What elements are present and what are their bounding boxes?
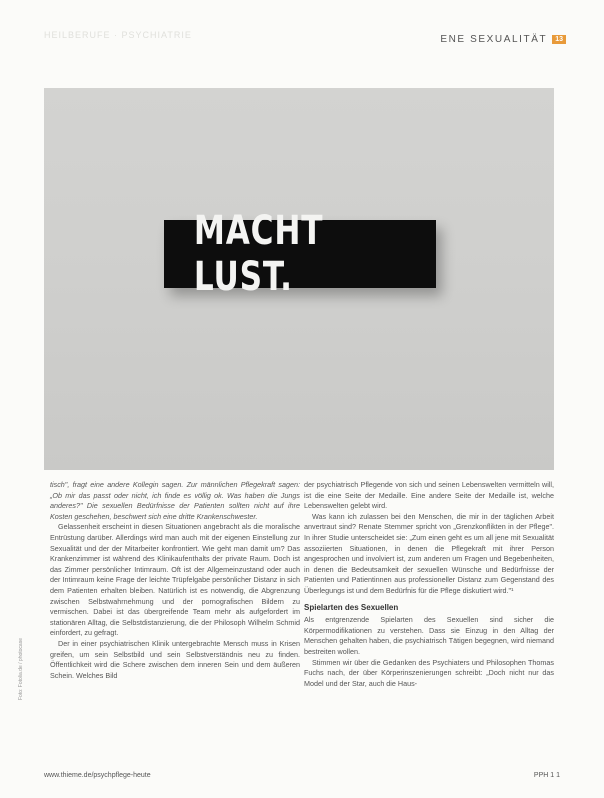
photo-macht-lust (44, 88, 554, 470)
paragraph: der psychiatrisch Pflegende von sich und seinen Lebenswelten vermitteln will, ist die eine Seite der Medaille. Eine andere Seite der Medaille ist, welche Lebenswelten gelebt wird. (304, 480, 554, 511)
header-faint-text: HEILBERUFE · PSYCHIATRIE (44, 30, 192, 40)
footer-url: www.thieme.de/psychpflege-heute (44, 772, 151, 779)
sign-plaque (164, 208, 436, 300)
photo-credit: Foto: Fotolia.de / photocase (18, 638, 24, 700)
page-number: PPH 1 1 (533, 772, 560, 779)
left-column (50, 480, 300, 681)
paragraph: Der in einer psychiatrischen Klinik untergebrachte Mensch muss in Krisen greifen, um sein Selbstbild und sein Selbstverständnis neu zu finden. Öffentlichkeit wird die Schere zwischen dem inneren Sein und dem äußeren Schein. Welches Bild (50, 638, 300, 680)
right-column (304, 480, 554, 689)
section-badge: 13 (552, 35, 566, 44)
section-title: ENE SEXUALITÄT (440, 34, 548, 45)
paragraph: tisch", fragt eine andere Kollegin sagen. Zur männlichen Pflegekraft sagen: „Ob mir das passt oder nicht, ich finde es völlig ok. Was haben die Jungs anderes?" Die sexuellen Bedürfnisse der Patienten sollten nicht auf ihre Kosten geschehen, beschwert sich eine dritte Krankenschwester. (50, 480, 300, 521)
sign-text: MACHT LUST. (193, 208, 324, 300)
subheading: Spielarten des Sexuellen (304, 602, 399, 612)
paragraph: Als entgrenzende Spielarten des Sexuellen sind sicher die Körpermodifikationen zu verstehen. Dass sie Einzug in den Alltag der Menschen gehalten haben, die psychiatrisch Tätigen begegnen, wird niemand bestreiten wollen. (304, 615, 554, 656)
section-header (440, 34, 566, 45)
paragraph: Was kann ich zulassen bei den Menschen, die mir in der täglichen Arbeit anvertraut sind? Renate Stemmer spricht von „Grenzkonflikten in der Pflege". In ihrer Studie unterscheidet sie: „Zum einen geht es um all jene mit Sexualität assoziierten Situationen, in denen die Pflegekraft mit ihrer Person angesprochen und involviert ist, zum anderen um Fragen und Begebenheiten, in denen die Bedeutsamkeit der sexuellen Wünsche und Bedürfnisse der Patienten und Patientinnen aus professioneller Distanz zum Gegenstand des Überlegungs ist und dem Bedürfnis für die Pflege diskutiert wird."¹ (304, 511, 554, 595)
paragraph: Stimmen wir über die Gedanken des Psychiaters und Philosophen Thomas Fuchs nach, der über Körperinszenierungen schreibt: „Doch nicht nur das Model und der Star, auch die Haus- (304, 657, 554, 688)
paragraph: Gelassenheit erscheint in diesen Situationen angebracht als die moralische Entrüstung darüber. Allerdings wird man auch mit der eigenen Einstellung zur Sexualität und der der Mitarbeiter konfrontiert. Wie geht man damit um? Das Krankenzimmer ist während des Klinikaufenthalts der private Raum. Doch ist das Zimmer persönlicher Intimraum. Oft ist der Allgemeinzustand oder auch der Intimraum keine Frage der leichte Trüpfelgabe persönlicher Distanz in sich dem Patienten erhalten bleiben. Natürlich ist es notwendig, die Abgrenzung zwischen Selbstwahrnehmung und der pornografischen Bildern zu vermischen. Dabei ist das übergreifende Team mehr als aufgefordert im stationären Alltag, die Selbstdistanzierung, die der Philosoph Wilhelm Schmid einfordert, zu gefragt. (50, 522, 300, 638)
